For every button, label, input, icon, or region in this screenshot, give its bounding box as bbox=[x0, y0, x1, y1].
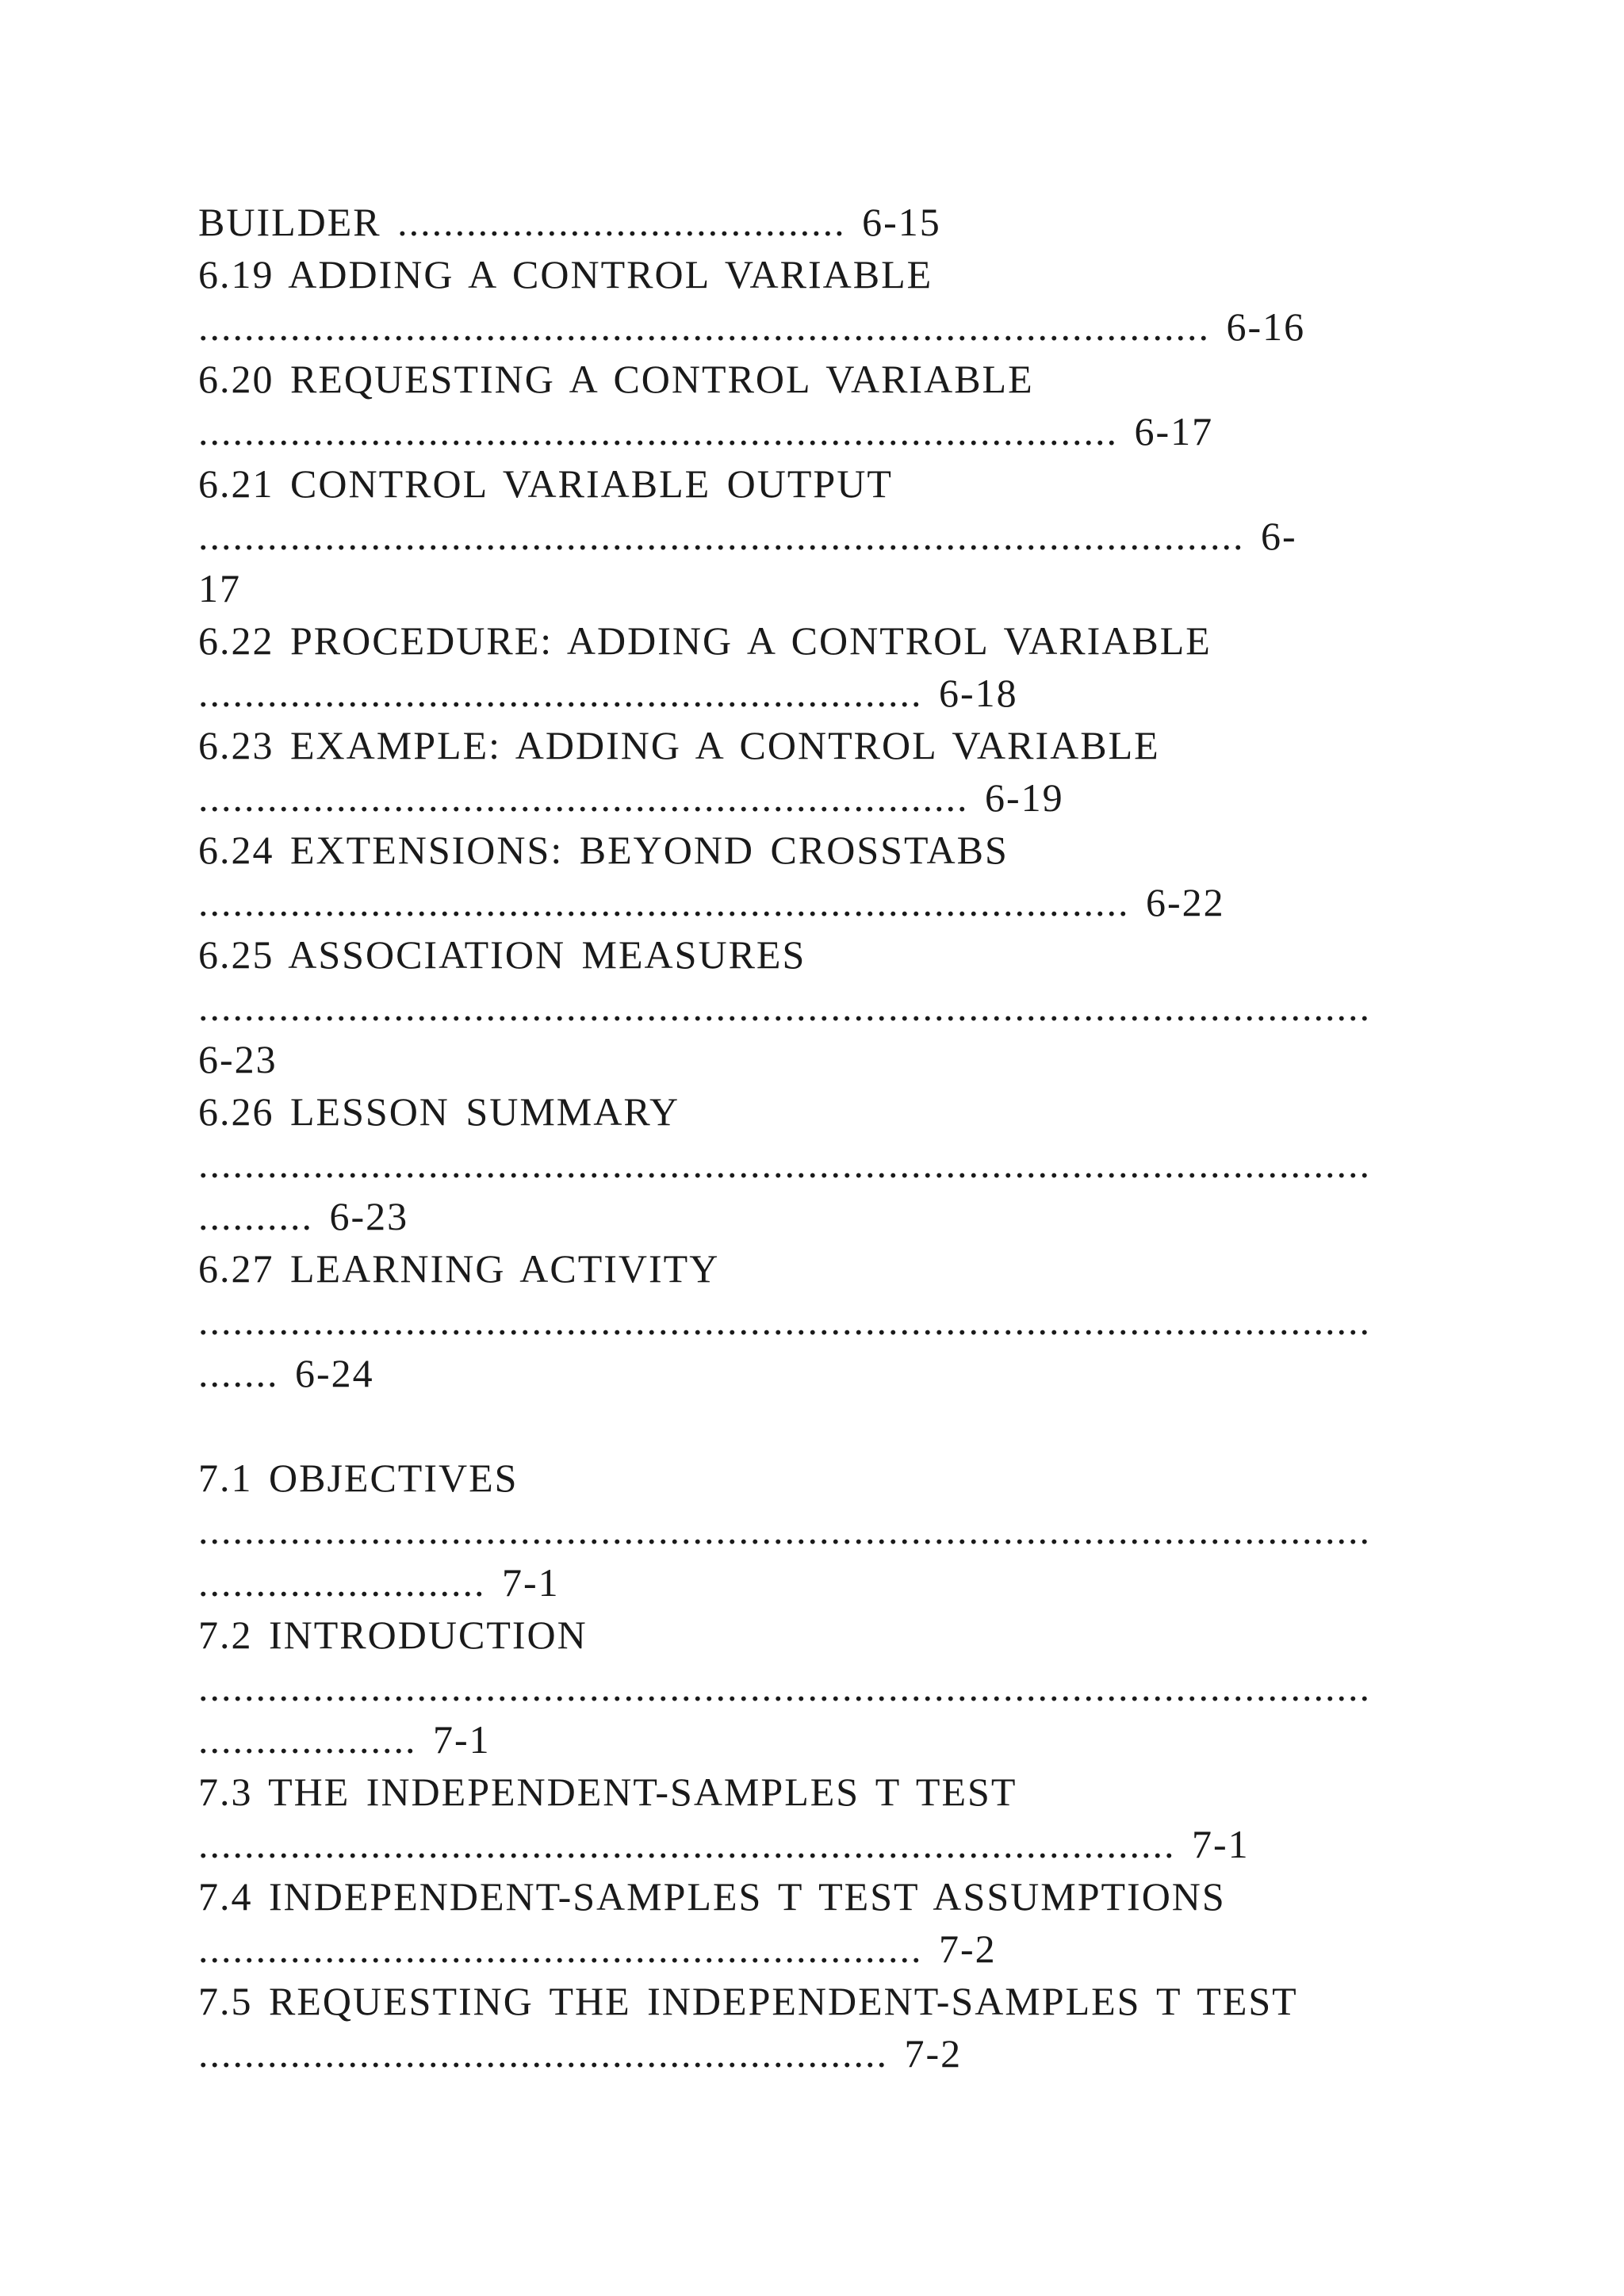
toc-leader-7-5: ............................................................ 7-2 bbox=[198, 2031, 963, 2076]
toc-page-7-1: ......................... 7-1 bbox=[198, 1560, 560, 1605]
toc-entry-6-20: 6.20 REQUESTING A CONTROL VARIABLE bbox=[198, 357, 1034, 401]
toc-entry-6-23: 6.23 EXAMPLE: ADDING A CONTROL VARIABLE bbox=[198, 723, 1160, 767]
toc-entry-7-4: 7.4 INDEPENDENT-SAMPLES T TEST ASSUMPTIONS bbox=[198, 1874, 1226, 1919]
toc-leader-6-19: ........................................................................................ 6-16 bbox=[198, 304, 1306, 349]
toc-leader-7-2: ...................................................................................................... bbox=[198, 1665, 1371, 1709]
toc-entry-6-21: 6.21 CONTROL VARIABLE OUTPUT bbox=[198, 461, 893, 506]
toc-leader-6-24: ................................................................................. 6-22 bbox=[198, 880, 1225, 924]
toc-entry-7-1: 7.1 OBJECTIVES bbox=[198, 1456, 519, 1500]
toc-entry-6-24: 6.24 EXTENSIONS: BEYOND CROSSTABS bbox=[198, 828, 1009, 872]
toc-page-6-26: .......... 6-23 bbox=[198, 1194, 409, 1238]
toc-leader-6-25: ...................................................................................................... bbox=[198, 985, 1371, 1029]
toc-leader-6-26: ...................................................................................................... bbox=[198, 1142, 1371, 1186]
toc-page-continuation: 17 bbox=[198, 566, 241, 610]
toc-leader-7-4: ............................................................... 7-2 bbox=[198, 1927, 997, 1971]
toc-entry-7-3: 7.3 THE INDEPENDENT-SAMPLES T TEST bbox=[198, 1770, 1017, 1814]
toc-page-6-27: ....... 6-24 bbox=[198, 1351, 374, 1395]
toc-entry-6-22: 6.22 PROCEDURE: ADDING A CONTROL VARIABLE bbox=[198, 618, 1212, 663]
toc-leader-6-27: ...................................................................................................... bbox=[198, 1299, 1371, 1343]
toc-entry-7-5: 7.5 REQUESTING THE INDEPENDENT-SAMPLES T TEST bbox=[198, 1979, 1298, 2023]
toc-entry-6-19: 6.19 ADDING A CONTROL VARIABLE bbox=[198, 252, 933, 297]
toc-leader-6-22: ............................................................... 6-18 bbox=[198, 671, 1018, 715]
toc-leader-6-21: ........................................................................................... 6- bbox=[198, 514, 1297, 558]
toc-page-6-25: 6-23 bbox=[198, 1037, 278, 1081]
toc-leader-7-1: ...................................................................................................... bbox=[198, 1508, 1371, 1552]
toc-entry-7-2: 7.2 INTRODUCTION bbox=[198, 1613, 588, 1657]
toc-entry-6-27: 6.27 LEARNING ACTIVITY bbox=[198, 1246, 720, 1291]
toc-page-7-2: ................... 7-1 bbox=[198, 1717, 491, 1762]
toc-leader-6-20: ................................................................................ 6-17 bbox=[198, 409, 1214, 453]
toc-entry-6-25: 6.25 ASSOCIATION MEASURES bbox=[198, 932, 806, 977]
toc-leader-7-3: ..................................................................................... 7-1 bbox=[198, 1822, 1250, 1866]
toc-entry-6-26: 6.26 LESSON SUMMARY bbox=[198, 1089, 680, 1134]
toc-line-builder: BUILDER ....................................... 6-15 bbox=[198, 200, 941, 244]
toc-leader-6-23: ................................................................... 6-19 bbox=[198, 775, 1064, 820]
